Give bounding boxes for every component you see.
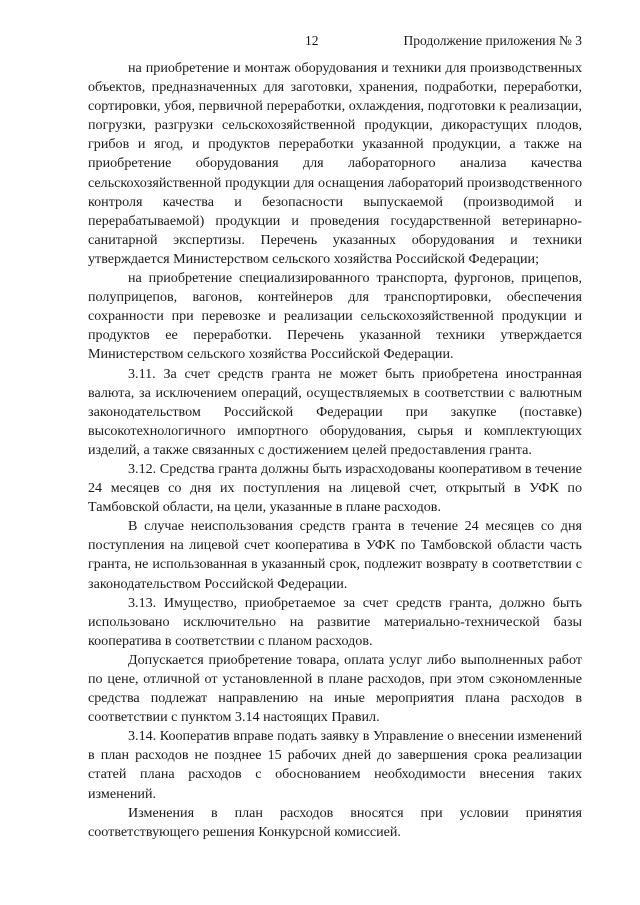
page-header xyxy=(0,33,640,51)
paragraph-3-11: 3.11. За счет средств гранта не может быть приобретена иностранная валюта, за исключением операций, осуществляемых в соответствии с валютным законодательством Российской Федерации при закупке (поставке) высокотехнологичного импортного оборудования, сырья и комплектующих изделий, а также связанных с достижением целей предоставления гранта. xyxy=(88,365,582,458)
paragraph-equipment-purchase: на приобретение и монтаж оборудования и техники для производственных объектов, предназначенных для заготовки, хранения, подработки, переработки, сортировки, убоя, первичной переработки, охлаждения, подготовки к реализации, погрузки, разгрузки сельскохозяйственной продукции, дикорастущих плодов, грибов и ягод, и продуктов переработки указанной продукции, а также на приобретение оборудования для лабораторного анализа качества сельскохозяйственной продукции для оснащения лабораторий производственного контроля качества и безопасности выпускаемой (производимой и перерабатываемой) продукции и проведения государственной ветеринарно-санитарной экспертизы. Перечень указанных оборудования и техники утверждается Министерством сельского хозяйства Российской Федерации; xyxy=(88,60,582,267)
appendix-continuation-label: Продолжение приложения № 3 xyxy=(403,33,582,48)
paragraph-transport-purchase: на приобретение специализированного транспорта, фургонов, прицепов, полуприцепов, вагонов, контейнеров для транспортировки, обеспечения сохранности при перевозке и реализации сельскохозяйственной продукции и продуктов ее переработки. Перечень указанной техники утверждается Министерством сельского хозяйства Российской Федерации. xyxy=(88,270,582,363)
paragraph-unused-funds: В случае неиспользования средств гранта в течение 24 месяцев со дня поступления на лицевой счет кооператива в УФК по Тамбовской области часть гранта, не использованная в указанный срок, подлежит возврату в соответствии с законодательством Российской Федерации. xyxy=(88,518,582,592)
paragraph-price-deviation: Допускается приобретение товара, оплата услуг либо выполненных работ по цене, отличной от установленной в плане расходов, при этом сэкономленные средства подлежат направлению на иные мероприятия плана расходов в соответствии с пунктом 3.14 настоящих Правил. xyxy=(88,651,582,726)
paragraph-3-13: 3.13. Имущество, приобретаемое за счет средств гранта, должно быть использовано исключительно на развитие материально-технической базы кооператива в соответствии с планом расходов. xyxy=(88,594,582,649)
page-number: 12 xyxy=(305,33,319,48)
paragraph-3-14: 3.14. Кооператив вправе подать заявку в Управление о внесении изменений в план расходов не позднее 15 рабочих дней до завершения срока реализации статей плана расходов с обоснованием необходимости внесения таких изменений. xyxy=(88,728,582,802)
paragraph-changes-condition: Изменения в план расходов вносятся при условии принятия соответствующего решения Конкурсной комиссией. xyxy=(88,804,582,840)
paragraph-3-12: 3.12. Средства гранта должны быть израсходованы кооперативом в течение 24 месяцев со дня их поступления на лицевой счет, открытый в УФК по Тамбовской области, на цели, указанные в плане расходов. xyxy=(88,460,582,516)
document-body xyxy=(88,59,582,842)
